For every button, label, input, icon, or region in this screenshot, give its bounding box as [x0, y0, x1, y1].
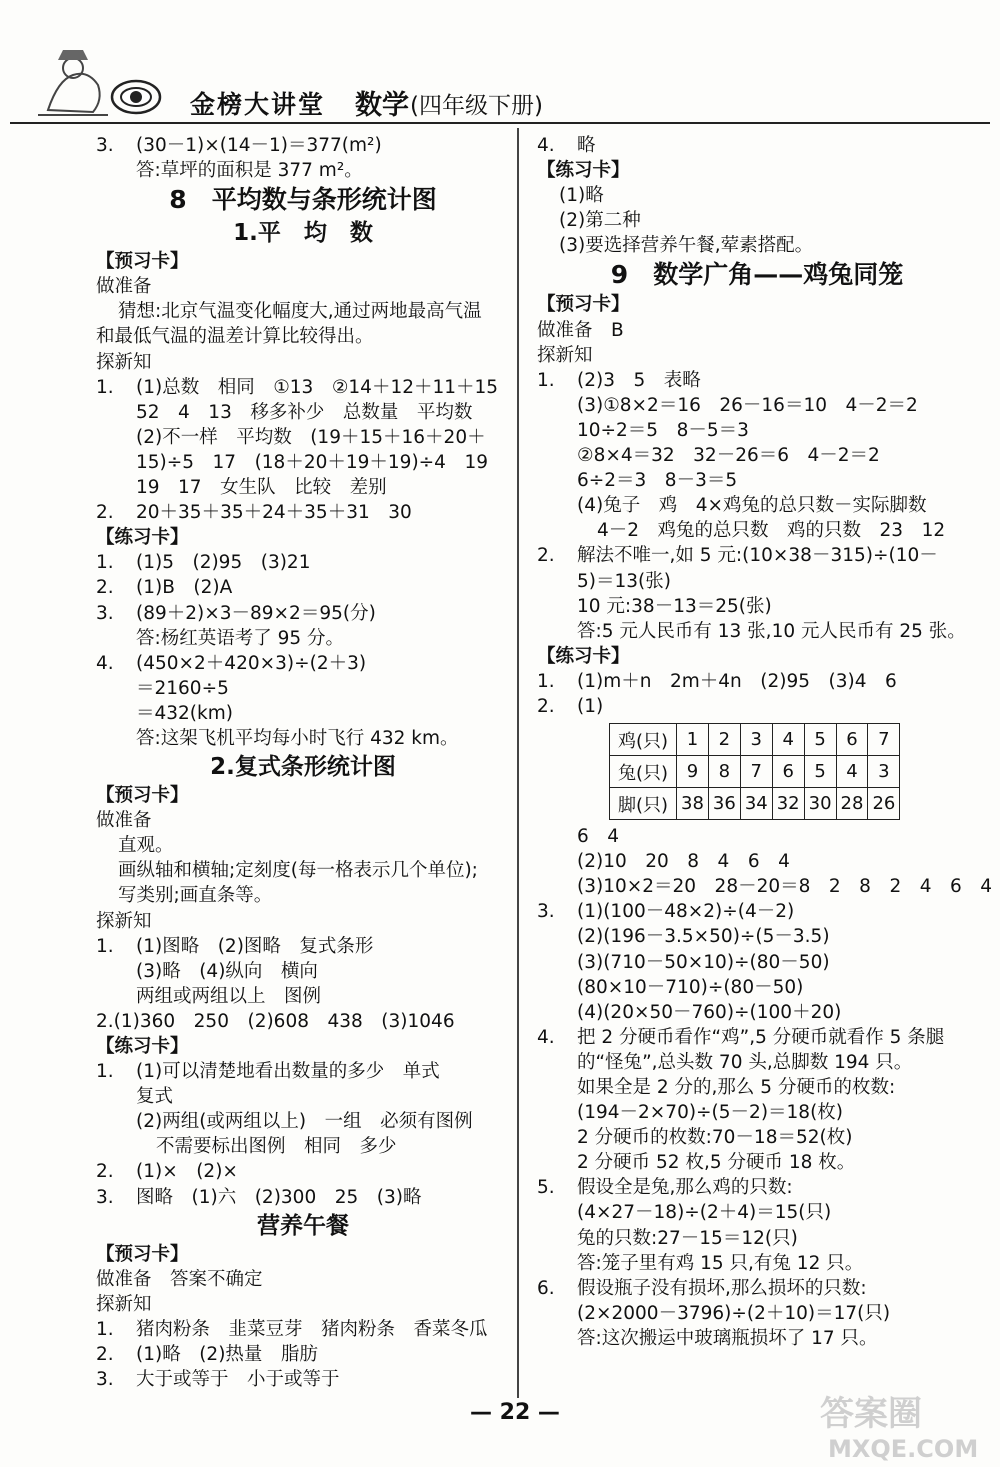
answer-text: 探新知 [537, 344, 593, 366]
question-number: 1. [537, 670, 555, 692]
watermark-logo [808, 1385, 988, 1465]
answer-line [537, 1200, 977, 1225]
answer-text: 写类别;画直条等。 [118, 885, 273, 907]
question-number: 1. [537, 369, 555, 391]
answer-text: 答:杨红英语考了 95 分。 [136, 627, 345, 649]
table-cell: 36 [708, 788, 740, 820]
answer-text: 【练习卡】 [537, 645, 630, 667]
decorative-scholar-illustration [28, 40, 118, 120]
answer-line [537, 468, 977, 493]
answer-text: 4－2 鸡兔的总只数 鸡的只数 23 12 [597, 520, 946, 542]
answer-line [96, 550, 510, 575]
answer-text: 做准备 B [537, 319, 624, 341]
answer-line [537, 1326, 977, 1351]
question-number: 3. [96, 1369, 114, 1391]
table-row [610, 724, 900, 756]
table-cell: 34 [740, 788, 772, 820]
answer-text: 假设瓶子没有损坏,那么损坏的只数: [577, 1277, 867, 1299]
table-cell: 32 [772, 788, 804, 820]
answer-text: 做准备 [96, 810, 152, 832]
answer-text: (89＋2)×3－89×2＝95(分) [136, 602, 376, 624]
answer-line [537, 874, 993, 899]
answer-line [96, 1009, 510, 1034]
answer-text: 如果全是 2 分的,那么 5 分硬币的枚数: [577, 1077, 896, 1098]
answer-line [96, 626, 510, 651]
answer-text: (30－1)×(14－1)＝377(m²) [136, 135, 382, 156]
answer-line [537, 569, 977, 594]
answer-line [537, 1251, 977, 1276]
answer-text: 把 2 分硬币看作“鸡”,5 分硬币就看作 5 条腿 [577, 1026, 945, 1048]
answer-text: 两组或两组以上 图例 [136, 985, 322, 1007]
answer-line [537, 318, 977, 343]
table-cell: 30 [804, 788, 836, 820]
answer-text: 假设全是兔,那么鸡的只数: [577, 1177, 793, 1199]
answer-text: (1)m＋n 2m＋4n (2)95 (3)4 6 [577, 670, 897, 692]
answer-line [96, 324, 510, 349]
answer-line [96, 450, 510, 475]
question-number: 4. [537, 135, 555, 156]
page-header [0, 0, 1000, 125]
table-cell: 26 [868, 788, 900, 820]
answer-line [537, 849, 977, 874]
answer-line [537, 975, 977, 1000]
answer-line [96, 934, 510, 959]
answer-text: (4)(20×50－760)÷(100＋20) [577, 1001, 842, 1023]
eye-logo-icon [110, 78, 162, 116]
table-cell: 5 [804, 724, 836, 756]
answer-line [537, 619, 977, 644]
answer-line [537, 594, 977, 619]
answer-line [537, 669, 977, 694]
answer-line [537, 1276, 977, 1301]
answer-line [537, 1000, 977, 1025]
answer-line [96, 274, 510, 299]
answer-text: (2×2000－3796)÷(2＋10)＝17(只) [577, 1302, 891, 1324]
answer-line [96, 984, 510, 1009]
answer-line [537, 343, 977, 368]
answer-line [537, 443, 977, 468]
answer-line [96, 1342, 510, 1367]
answer-line [96, 1159, 510, 1184]
question-number: 3. [96, 135, 114, 156]
answer-line [96, 726, 510, 751]
answer-line [537, 1100, 977, 1125]
answer-text: (1)总数 相同 ①13 ②14＋12＋11＋15 [136, 376, 499, 398]
answer-text: 【练习卡】 [537, 160, 630, 182]
answer-text: (3)(710－50×10)÷(80－50) [577, 951, 830, 973]
answer-line [537, 1050, 977, 1075]
answer-line [96, 350, 510, 375]
chapter-title [537, 258, 977, 292]
answer-text: 【练习卡】 [96, 527, 189, 549]
table-cell: 9 [677, 756, 709, 788]
series-brand: 金榜大讲堂 [190, 90, 326, 119]
answer-line [537, 824, 977, 849]
answer-text: (2)第二种 [559, 210, 641, 232]
answer-line [96, 425, 510, 450]
answer-text: 1.平 均 数 [233, 220, 373, 247]
answer-line [537, 518, 977, 543]
table-cell: 7 [868, 724, 900, 756]
table-cell: 6 [836, 724, 868, 756]
answer-text: 图略 (1)六 (2)300 25 (3)略 [136, 1186, 422, 1208]
answer-text: (2)两组(或两组以上) 一组 必须有图例 [136, 1111, 473, 1133]
watermark-text: 答案圈 [820, 1394, 922, 1434]
question-number: 4. [537, 1026, 555, 1048]
question-number: 6. [537, 1277, 555, 1299]
answer-line [96, 858, 510, 883]
answer-text: 【预习卡】 [96, 785, 189, 807]
answer-line [537, 1125, 977, 1150]
answer-line [96, 959, 510, 984]
grade-label: (四年级下册) [410, 93, 543, 119]
answer-text: 6÷2＝3 8－3＝5 [577, 470, 738, 492]
table-row [610, 756, 900, 788]
answer-line [537, 368, 977, 393]
answer-line [96, 1185, 510, 1210]
table-cell: 7 [740, 756, 772, 788]
answer-line [537, 950, 977, 975]
card-heading [537, 292, 977, 317]
answer-text: (1)B (2)A [136, 577, 233, 599]
question-number: 1. [96, 552, 114, 574]
answer-line [537, 924, 977, 949]
answer-text: (1)略 [559, 185, 604, 207]
table-cell: 6 [772, 756, 804, 788]
answer-text: 复式 [136, 1086, 174, 1108]
answer-text: ＝2160÷5 [136, 677, 229, 699]
answer-text: 探新知 [96, 351, 152, 373]
answer-text: (1)5 (2)95 (3)21 [136, 552, 311, 574]
answer-line [96, 1084, 510, 1109]
answer-line [537, 899, 977, 924]
question-number: 2. [537, 695, 555, 717]
answer-text: 答:这次搬运中玻璃瓶损坏了 17 只。 [577, 1327, 878, 1349]
watermark-url: MXQE.COM [828, 1435, 979, 1463]
row-label: 兔(只) [610, 756, 677, 788]
answer-line [96, 1059, 510, 1084]
answer-text: 10 元:38－13＝25(张) [577, 595, 772, 617]
answer-text: (3)略 (4)纵向 横向 [136, 960, 318, 982]
page-number: — 22 — [470, 1400, 560, 1425]
answer-text: 答:这架飞机平均每小时飞行 432 km。 [136, 727, 459, 749]
answer-text: (4)兔子 鸡 4×鸡兔的总只数－实际脚数 [577, 495, 927, 517]
chapter-title [96, 183, 510, 217]
card-heading [96, 525, 510, 550]
card-heading [537, 644, 977, 669]
answer-text: (4×27－18)÷(2＋4)＝15(只) [577, 1202, 832, 1224]
answer-text: 大于或等于 小于或等于 [136, 1369, 340, 1391]
answer-text: 【预习卡】 [96, 1243, 189, 1265]
answer-line [537, 1075, 977, 1100]
question-number: 1. [96, 1061, 114, 1083]
answer-text: (2)10 20 8 4 6 4 [577, 851, 790, 873]
answer-line [537, 1301, 977, 1326]
answer-text: (2)3 5 表略 [577, 369, 701, 391]
answer-text: 猜想:北京气温变化幅度大,通过两地最高气温 [118, 301, 482, 323]
answer-line [537, 208, 977, 233]
answer-line [537, 1025, 977, 1050]
answer-text: (3)10×2＝20 28－20＝8 2 8 2 4 6 4 [577, 876, 993, 898]
answer-line [537, 133, 977, 158]
question-number: 3. [96, 1186, 114, 1208]
answer-line [96, 133, 510, 158]
answer-text: 做准备 答案不确定 [96, 1268, 263, 1290]
table-cell: 4 [836, 756, 868, 788]
question-number: 2. [96, 1344, 114, 1366]
answer-line [96, 1109, 510, 1134]
table-cell: 3 [868, 756, 900, 788]
answer-text: (194－2×70)÷(5－2)＝18(枚) [577, 1102, 844, 1124]
answer-line [96, 1317, 510, 1342]
answer-text: (450×2＋420×3)÷(2＋3) [136, 652, 367, 674]
answer-line [96, 1267, 510, 1292]
answer-line [96, 808, 510, 833]
answer-text: 9 数学广角——鸡兔同笼 [610, 260, 904, 290]
answer-text: 2.(1)360 250 (2)608 438 (3)1046 [96, 1010, 455, 1032]
answer-line [96, 701, 510, 726]
answer-line [537, 233, 977, 258]
answer-line [96, 676, 510, 701]
card-heading [96, 249, 510, 274]
answer-line [96, 1367, 510, 1392]
answer-text: 答:草坪的面积是 377 m²。 [136, 160, 363, 182]
answer-text: 不需要标出图例 相同 多少 [156, 1136, 397, 1158]
answer-text: 2.复式条形统计图 [210, 754, 396, 781]
answer-line [96, 500, 510, 525]
question-number: 2. [96, 1161, 114, 1183]
question-number: 1. [96, 1318, 114, 1340]
answer-text: 52 4 13 移多补少 总数量 平均数 [136, 401, 473, 423]
answer-line [537, 493, 977, 518]
answer-text: 【练习卡】 [96, 1036, 189, 1057]
answer-text: 营养午餐 [257, 1212, 349, 1239]
card-heading [96, 1242, 510, 1267]
answer-line [96, 1292, 510, 1317]
chicken-rabbit-table [609, 723, 900, 820]
answer-text: 答:笼子里有鸡 15 只,有兔 12 只。 [577, 1252, 864, 1274]
header-rule [10, 122, 990, 124]
question-number: 2. [96, 502, 114, 524]
answer-text: (1)(100－48×2)÷(4－2) [577, 901, 795, 923]
column-divider [517, 128, 519, 1398]
table-cell: 3 [740, 724, 772, 756]
table-cell: 2 [708, 724, 740, 756]
answer-text: ＝432(km) [136, 702, 233, 724]
question-number: 1. [96, 376, 114, 398]
answer-text: 兔的只数:27－15＝12(只) [577, 1227, 798, 1249]
answer-text: 探新知 [96, 910, 152, 932]
answer-line [96, 651, 510, 676]
answer-line [537, 543, 977, 568]
left-column [96, 133, 510, 1392]
answer-line [537, 1226, 977, 1251]
answer-text: 猪肉粉条 韭菜豆芽 猪肉粉条 香菜冬瓜 [136, 1318, 488, 1340]
answer-line [96, 833, 510, 858]
answer-text: 2 分硬币 52 枚,5 分硬币 18 枚。 [577, 1152, 856, 1174]
answer-text: 画纵轴和横轴;定刻度(每一格表示几个单位); [118, 860, 478, 882]
question-number: 2. [96, 577, 114, 599]
answer-line [96, 909, 510, 934]
answer-text: ②8×4＝32 32－26＝6 4－2＝2 [577, 445, 880, 467]
row-label: 脚(只) [610, 788, 677, 820]
card-heading [96, 783, 510, 808]
answer-text: (1) [577, 695, 604, 717]
answer-line [96, 299, 510, 324]
answer-text: 8 平均数与条形统计图 [169, 185, 437, 215]
answer-line [96, 883, 510, 908]
table-cell: 8 [708, 756, 740, 788]
answer-text: (1)图略 (2)图略 复式条形 [136, 935, 374, 957]
answer-line [537, 694, 977, 719]
question-number: 3. [537, 901, 555, 923]
table-cell: 4 [772, 724, 804, 756]
answer-text: (2)(196－3.5×50)÷(5－3.5) [577, 926, 830, 948]
subject-title: 数学 [355, 90, 409, 121]
answer-text: 的“怪兔”,总头数 70 头,总脚数 194 只。 [577, 1051, 913, 1073]
answer-text: (3)要选择营养午餐,荤素搭配。 [559, 235, 814, 257]
section-title [96, 751, 510, 783]
answer-text: (2)不一样 平均数 (19＋15＋16＋20＋ [136, 426, 486, 448]
question-number: 1. [96, 935, 114, 957]
question-number: 4. [96, 652, 114, 674]
answer-text: (1)× (2)× [136, 1161, 238, 1183]
right-column [537, 133, 993, 1351]
answer-text: 解法不唯一,如 5 元:(10×38－315)÷(10－ [577, 545, 938, 567]
answer-text: 15)÷5 17 (18＋20＋19＋19)÷4 19 [136, 451, 488, 473]
answer-text: 6 4 [577, 826, 620, 848]
answer-text: 略 [577, 135, 596, 156]
question-number: 5. [537, 1177, 555, 1199]
card-heading [96, 1034, 510, 1059]
answer-line [96, 601, 510, 626]
section-title [96, 1210, 510, 1242]
answer-text: 19 17 女生队 比较 差别 [136, 477, 387, 499]
table-row [610, 788, 900, 820]
question-number: 3. [96, 602, 114, 624]
answer-text: 20＋35＋35＋24＋35＋31 30 [136, 502, 412, 524]
answer-text: 10÷2＝5 8－5＝3 [577, 419, 749, 441]
answer-line [537, 393, 977, 418]
answer-text: 和最低气温的温差计算比较得出。 [96, 326, 374, 348]
answer-text: 【预习卡】 [96, 251, 189, 273]
answer-line [96, 400, 510, 425]
answer-text: (80×10－710)÷(80－50) [577, 976, 804, 998]
answer-text: 做准备 [96, 276, 152, 298]
answer-text: 直观。 [118, 835, 174, 857]
answer-line [96, 375, 510, 400]
answer-text: (1)可以清楚地看出数量的多少 单式 [136, 1061, 440, 1083]
answer-text: 探新知 [96, 1293, 152, 1315]
answer-line [537, 183, 977, 208]
question-number: 2. [537, 545, 555, 567]
answer-line [537, 1175, 977, 1200]
answer-line [537, 418, 977, 443]
chicken-rabbit-table-wrap [579, 723, 977, 820]
answer-text: 5)＝13(张) [577, 570, 671, 592]
section-title [96, 217, 510, 249]
answer-text: 2 分硬币的枚数:70－18＝52(枚) [577, 1127, 853, 1149]
answer-line [96, 475, 510, 500]
answer-text: 【预习卡】 [537, 294, 630, 316]
answer-line [96, 1134, 510, 1159]
table-cell: 5 [804, 756, 836, 788]
answer-line [96, 575, 510, 600]
table-cell: 28 [836, 788, 868, 820]
table-cell: 1 [677, 724, 709, 756]
answer-text: 答:5 元人民币有 13 张,10 元人民币有 25 张。 [577, 620, 966, 642]
row-label: 鸡(只) [610, 724, 677, 756]
answer-text: (1)略 (2)热量 脂肪 [136, 1344, 318, 1366]
table-cell: 38 [677, 788, 709, 820]
answer-line [96, 158, 510, 183]
card-heading [537, 158, 977, 183]
answer-line [537, 1150, 977, 1175]
answer-text: (3)①8×2＝16 26－16＝10 4－2＝2 [577, 394, 918, 416]
